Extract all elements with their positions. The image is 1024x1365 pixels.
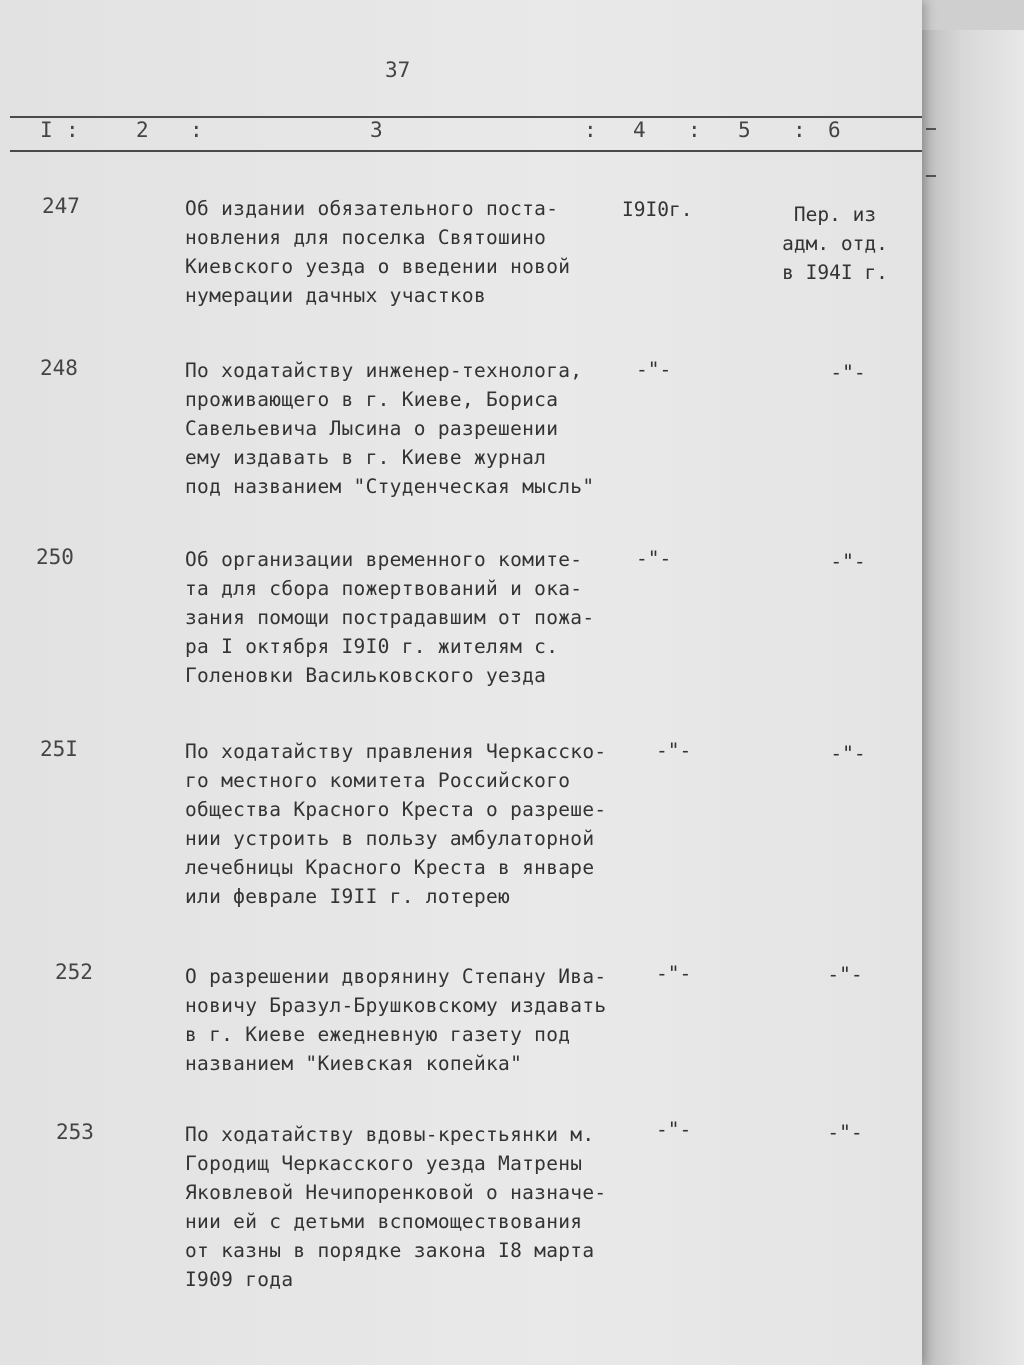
description-line: Городищ Черкасского уезда Матрены [185,1152,583,1175]
entry-note [818,358,878,387]
description-line: лечебницы Красного Креста в январе [185,856,595,879]
description-line: О разрешении дворянину Степану Ива- [185,965,607,988]
entry-description [185,737,606,911]
column-header-row [0,118,922,148]
note-line: адм. отд. [782,232,888,255]
col-header-3: 3 [370,118,383,142]
entry-date: -"- [636,547,672,570]
description-line: Об организации временного комите- [185,548,583,571]
description-line: го местного комитета Российского [185,769,571,792]
description-line: Об издании обязательного поста- [185,197,559,220]
description-line: от казны в порядке закона I8 марта [185,1239,595,1262]
col-separator: : [584,118,597,142]
note-line: -"- [830,550,866,573]
entry-description [185,1120,606,1294]
col-header-2: 2 [136,118,149,142]
description-line: новичу Бразул-Брушковскому издавать [185,994,607,1017]
note-line: -"- [830,361,866,384]
description-line: Яковлевой Нечипоренковой о назначе- [185,1181,607,1204]
entry-number: 25I [40,737,78,761]
description-line: ему издавать в г. Киеве журнал [185,446,547,469]
description-line: зания помощи пострадавшим от пожа- [185,606,595,629]
description-line: Голеновки Васильковского уезда [185,664,547,687]
description-line: нии ей с детьми вспомоществования [185,1210,583,1233]
edge-tick [926,128,936,130]
description-line: нии устроить в пользу амбулаторной [185,827,595,850]
note-line: в I94I г. [782,261,888,284]
underlying-sheet [922,30,1024,1365]
description-line: общества Красного Креста о разреше- [185,798,607,821]
entry-description [185,356,594,501]
entry-description [185,194,570,310]
description-line: ра I октября I9I0 г. жителям с. [185,635,559,658]
entry-date: -"- [636,358,672,381]
page-number: 37 [385,58,411,82]
description-line: По ходатайству правления Черкасско- [185,740,607,763]
description-line: По ходатайству вдовы-крестьянки м. [185,1123,595,1146]
col-header-5: 5 [738,118,751,142]
entry-note [815,1118,875,1147]
header-bottom-rule [10,150,922,152]
entry-note [818,547,878,576]
description-line: проживающего в г. Киеве, Бориса [185,388,559,411]
entry-note [815,960,875,989]
description-line: под названием "Студенческая мысль" [185,475,595,498]
description-line: или феврале I9II г. лотерею [185,885,511,908]
edge-tick [926,175,936,177]
note-line: -"- [827,1121,863,1144]
entry-number: 253 [56,1120,94,1144]
entry-number: 247 [42,194,80,218]
entry-number: 248 [40,356,78,380]
col-separator: : [190,118,203,142]
description-line: в г. Киеве ежедневную газету под [185,1023,571,1046]
entry-description [185,962,606,1078]
entry-number: 250 [36,545,74,569]
description-line: Савельевича Лысина о разрешении [185,417,559,440]
entry-note [770,200,900,287]
description-line: названием "Киевская копейка" [185,1052,523,1075]
note-line: -"- [830,742,866,765]
description-line: нумерации дачных участков [185,284,486,307]
entry-date: -"- [656,962,692,985]
entry-date: I9I0г. [622,198,693,221]
col-separator: : [688,118,701,142]
col-separator: : [66,118,79,142]
description-line: I909 года [185,1268,294,1291]
col-separator: : [793,118,806,142]
col-header-6: 6 [828,118,841,142]
description-line: Киевского уезда о введении новой [185,255,571,278]
entry-description [185,545,594,690]
entry-date: -"- [656,739,692,762]
description-line: новления для поселка Святошино [185,226,547,249]
entry-note [818,739,878,768]
col-header-4: 4 [633,118,646,142]
entry-number: 252 [55,960,93,984]
entry-date: -"- [656,1118,692,1141]
col-header-1: I [40,118,53,142]
description-line: По ходатайству инженер-технолога, [185,359,583,382]
note-line: Пер. из [793,203,877,226]
description-line: та для сбора пожертвований и ока- [185,577,583,600]
note-line: -"- [827,963,863,986]
